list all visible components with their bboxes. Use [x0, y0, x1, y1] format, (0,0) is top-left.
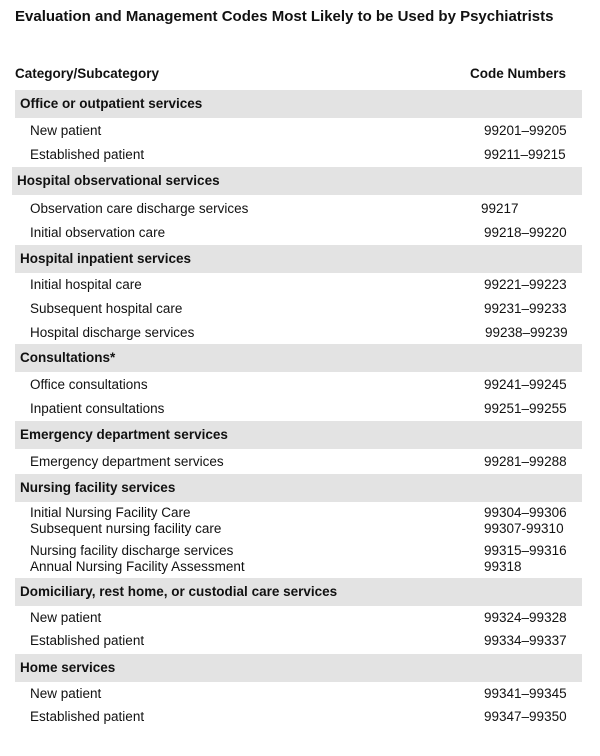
row-label: Observation care discharge services — [30, 201, 249, 216]
page-title: Evaluation and Management Codes Most Likely to be Used by Psychiatrists — [15, 8, 554, 25]
row-label: Established patient — [30, 709, 145, 724]
row-code: 99238–99239 — [485, 325, 568, 340]
row-code: 99334–99337 — [484, 633, 567, 648]
section-header — [15, 578, 582, 606]
row-code: 99341–99345 — [484, 686, 567, 701]
section-header — [15, 245, 582, 273]
section-header — [15, 90, 582, 118]
row-label: Established patient — [30, 633, 145, 648]
row-code: 99218–99220 — [484, 225, 567, 240]
row-label: Annual Nursing Facility Assessment — [30, 559, 245, 574]
section-title: Hospital observational services — [17, 173, 220, 188]
row-label: Hospital discharge services — [30, 325, 195, 340]
row-label: Nursing facility discharge services — [30, 543, 234, 558]
row-code: 99221–99223 — [484, 277, 567, 292]
row-code: 99318 — [484, 559, 522, 574]
row-label: New patient — [30, 610, 102, 625]
row-code: 99324–99328 — [484, 610, 567, 625]
row-code: 99307-99310 — [484, 521, 564, 536]
row-label: Emergency department services — [30, 454, 224, 469]
section-title: Emergency department services — [20, 427, 228, 442]
section-title: Office or outpatient services — [20, 96, 203, 111]
row-label: Inpatient consultations — [30, 401, 165, 416]
column-header-codes: Code Numbers — [470, 66, 567, 81]
row-code: 99251–99255 — [484, 401, 567, 416]
section-header — [12, 167, 582, 195]
row-code: 99201–99205 — [484, 123, 567, 138]
row-label: New patient — [30, 686, 102, 701]
row-label: Subsequent nursing facility care — [30, 521, 222, 536]
row-label: Office consultations — [30, 377, 148, 392]
row-code: 99315–99316 — [484, 543, 567, 558]
section-title: Home services — [20, 660, 116, 675]
row-label: Initial Nursing Facility Care — [30, 505, 191, 520]
row-code: 99211–99215 — [484, 147, 566, 162]
row-label: Initial observation care — [30, 225, 166, 240]
row-label: Initial hospital care — [30, 277, 142, 292]
section-title: Nursing facility services — [20, 480, 176, 495]
section-title: Domiciliary, rest home, or custodial care services — [20, 584, 338, 599]
row-label: Established patient — [30, 147, 145, 162]
section-header — [15, 344, 582, 372]
row-code: 99217 — [481, 201, 519, 216]
row-code: 99241–99245 — [484, 377, 567, 392]
row-code: 99304–99306 — [484, 505, 567, 520]
row-code: 99231–99233 — [484, 301, 567, 316]
row-label: New patient — [30, 123, 102, 138]
section-title: Consultations* — [20, 350, 116, 365]
column-header-category: Category/Subcategory — [15, 66, 160, 81]
section-title: Hospital inpatient services — [20, 251, 192, 266]
section-header — [15, 474, 582, 502]
section-header — [15, 654, 582, 682]
row-code: 99347–99350 — [484, 709, 567, 724]
row-label: Subsequent hospital care — [30, 301, 183, 316]
row-code: 99281–99288 — [484, 454, 567, 469]
section-header — [15, 421, 582, 449]
